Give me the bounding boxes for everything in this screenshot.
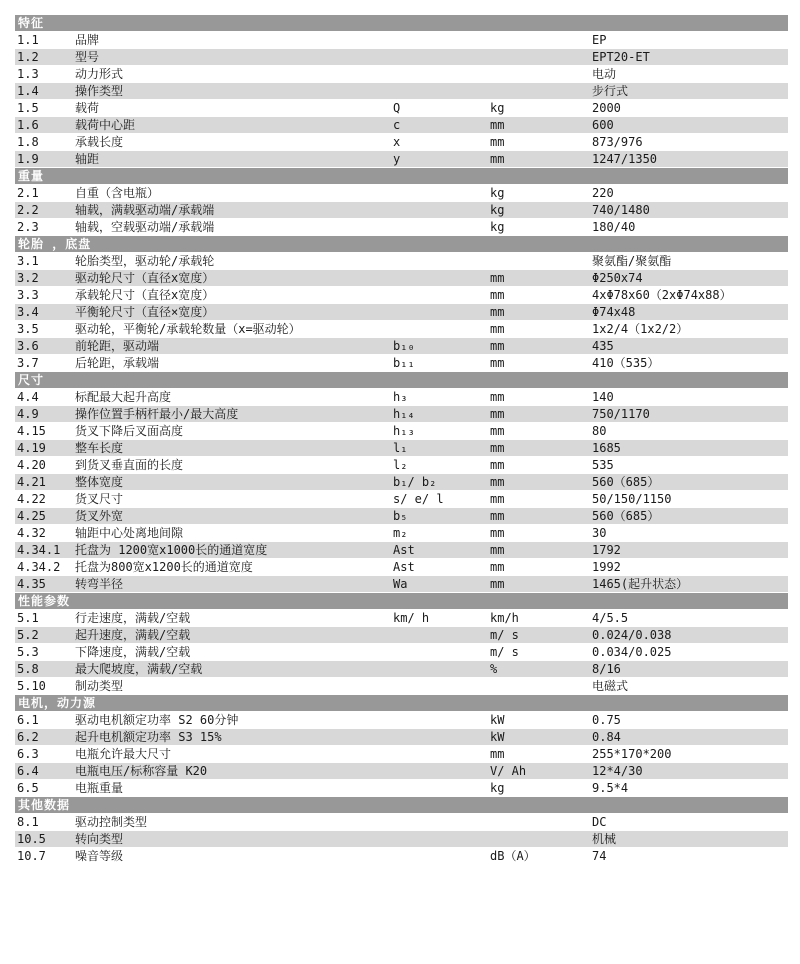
row-num: 10.7 — [17, 849, 46, 863]
row-symbol: l₂ — [393, 458, 408, 472]
row-symbol — [393, 763, 490, 779]
table-row — [15, 627, 788, 644]
table-row — [15, 134, 788, 151]
row-label: 平衡轮尺寸（直径×宽度） — [75, 305, 215, 319]
row-num: 6.3 — [17, 747, 39, 761]
row-unit: kW — [490, 713, 505, 727]
row-num: 1.3 — [17, 67, 39, 81]
row-num: 4.25 — [17, 509, 46, 523]
table-row — [15, 712, 788, 729]
row-label: 电瓶允许最大尺寸 — [75, 747, 172, 761]
table-row — [15, 304, 788, 321]
row-value: Φ74x48 — [592, 305, 636, 319]
row-value: 1465(起升状态） — [592, 577, 689, 591]
row-symbol — [393, 627, 490, 643]
row-value: 255*170*200 — [592, 747, 672, 761]
row-num: 4.9 — [17, 407, 39, 421]
row-value: 1992 — [592, 560, 621, 574]
table-row — [15, 49, 788, 66]
row-label: 轴载，空载驱动端/承载端 — [75, 220, 215, 234]
row-unit: mm — [490, 271, 505, 285]
section-header: 尺寸 — [15, 372, 788, 389]
row-symbol — [393, 83, 490, 99]
row-symbol — [393, 644, 490, 660]
table-row — [15, 542, 788, 559]
row-label: 自重（含电瓶） — [75, 186, 160, 200]
row-unit: mm — [490, 322, 505, 336]
table-row — [15, 355, 788, 372]
row-symbol: x — [393, 135, 401, 149]
table-row — [15, 321, 788, 338]
row-num: 4.22 — [17, 492, 46, 506]
row-unit: mm — [490, 135, 505, 149]
row-value: 1247/1350 — [592, 152, 658, 166]
row-value: 步行式 — [592, 84, 629, 98]
row-value: 1x2/4（1x2/2） — [592, 322, 689, 336]
row-unit: m/ s — [490, 645, 519, 659]
table-row — [15, 423, 788, 440]
row-symbol — [393, 321, 490, 337]
row-value: 电磁式 — [592, 679, 629, 693]
row-symbol — [393, 219, 490, 235]
row-symbol — [393, 831, 490, 847]
row-num: 4.34.1 — [17, 543, 61, 557]
row-symbol: c — [393, 118, 401, 132]
row-value: 0.84 — [592, 730, 621, 744]
row-num: 5.10 — [17, 679, 46, 693]
row-num: 1.6 — [17, 118, 39, 132]
table-row — [15, 474, 788, 491]
row-label: 转向类型 — [75, 832, 124, 846]
row-label: 起升电机额定功率 S3 15% — [75, 730, 222, 744]
row-label: 整车长度 — [75, 441, 124, 455]
row-unit — [490, 678, 592, 694]
row-symbol — [393, 66, 490, 82]
row-label: 整体宽度 — [75, 475, 124, 489]
row-unit: kg — [490, 203, 505, 217]
row-unit: mm — [490, 458, 505, 472]
row-value: 560（685） — [592, 509, 660, 523]
row-value: 140 — [592, 390, 614, 404]
row-value: 50/150/1150 — [592, 492, 672, 506]
row-value: 电动 — [592, 67, 617, 81]
row-symbol: h₁₄ — [393, 407, 415, 421]
row-symbol: b₅ — [393, 509, 408, 523]
row-num: 5.3 — [17, 645, 39, 659]
row-label: 动力形式 — [75, 67, 124, 81]
table-row — [15, 848, 788, 865]
row-num: 3.7 — [17, 356, 39, 370]
table-row — [15, 83, 788, 100]
table-row — [15, 100, 788, 117]
row-label: 轴距中心处离地间隙 — [75, 526, 184, 540]
row-num: 3.4 — [17, 305, 39, 319]
row-unit: kg — [490, 101, 505, 115]
row-value: 4/5.5 — [592, 611, 629, 625]
row-label: 驱动控制类型 — [75, 815, 148, 829]
row-unit: mm — [490, 577, 505, 591]
row-unit: mm — [490, 441, 505, 455]
row-unit: dB（A） — [490, 849, 536, 863]
row-unit — [490, 32, 592, 48]
row-label: 行走速度，满载/空载 — [75, 611, 191, 625]
table-row — [15, 151, 788, 168]
row-symbol — [393, 49, 490, 65]
table-row — [15, 746, 788, 763]
row-unit — [490, 66, 592, 82]
row-label: 货叉下降后叉面高度 — [75, 424, 184, 438]
row-symbol: Wa — [393, 577, 408, 591]
row-symbol — [393, 304, 490, 320]
row-symbol — [393, 287, 490, 303]
row-unit: m/ s — [490, 628, 519, 642]
row-symbol — [393, 729, 490, 745]
row-unit: mm — [490, 152, 505, 166]
row-value: 机械 — [592, 832, 617, 846]
row-value: 4xΦ78x60（2xΦ74x88） — [592, 288, 732, 302]
section-header: 轮胎 ，底盘 — [15, 236, 788, 253]
row-unit — [490, 831, 592, 847]
row-num: 5.8 — [17, 662, 39, 676]
row-symbol — [393, 848, 490, 864]
row-symbol: s/ e/ l — [393, 492, 444, 506]
table-row — [15, 287, 788, 304]
row-unit: mm — [490, 356, 505, 370]
row-symbol — [393, 678, 490, 694]
row-num: 4.4 — [17, 390, 39, 404]
row-symbol: b₁/ b₂ — [393, 475, 437, 489]
table-row — [15, 270, 788, 287]
row-value: 1685 — [592, 441, 621, 455]
row-value: 410（535） — [592, 356, 660, 370]
row-label: 型号 — [75, 50, 100, 64]
row-num: 1.1 — [17, 33, 39, 47]
row-value: 0.024/0.038 — [592, 628, 672, 642]
table-row — [15, 338, 788, 355]
row-unit: % — [490, 662, 498, 676]
row-value: 30 — [592, 526, 607, 540]
row-value: 740/1480 — [592, 203, 650, 217]
table-row — [15, 32, 788, 49]
row-label: 轴距 — [75, 152, 100, 166]
row-num: 1.4 — [17, 84, 39, 98]
row-symbol: Ast — [393, 560, 415, 574]
row-unit: km/h — [490, 611, 519, 625]
table-row — [15, 610, 788, 627]
row-label: 标配最大起升高度 — [75, 390, 172, 404]
table-row — [15, 831, 788, 848]
row-value: 560（685） — [592, 475, 660, 489]
row-label: 前轮距，驱动端 — [75, 339, 160, 353]
row-unit: kg — [490, 781, 505, 795]
row-label: 货叉外宽 — [75, 509, 124, 523]
row-value: 80 — [592, 424, 607, 438]
table-row — [15, 253, 788, 270]
table-row — [15, 644, 788, 661]
row-symbol — [393, 712, 490, 728]
row-num: 5.2 — [17, 628, 39, 642]
row-num: 4.34.2 — [17, 560, 61, 574]
row-label: 最大爬坡度，满载/空载 — [75, 662, 203, 676]
row-value: 535 — [592, 458, 614, 472]
row-symbol — [393, 185, 490, 201]
row-num: 4.20 — [17, 458, 46, 472]
row-symbol — [393, 270, 490, 286]
row-unit: kW — [490, 730, 505, 744]
row-unit: mm — [490, 288, 505, 302]
table-row — [15, 525, 788, 542]
row-value: 1792 — [592, 543, 621, 557]
row-value: 750/1170 — [592, 407, 650, 421]
row-unit — [490, 49, 592, 65]
row-value: DC — [592, 815, 607, 829]
row-num: 10.5 — [17, 832, 46, 846]
row-num: 6.2 — [17, 730, 39, 744]
row-value: 8/16 — [592, 662, 621, 676]
row-num: 3.3 — [17, 288, 39, 302]
table-row — [15, 406, 788, 423]
row-unit: mm — [490, 526, 505, 540]
row-num: 3.1 — [17, 254, 39, 268]
row-label: 起升速度，满载/空载 — [75, 628, 191, 642]
table-row — [15, 202, 788, 219]
row-symbol: h₃ — [393, 390, 408, 404]
row-num: 4.35 — [17, 577, 46, 591]
row-label: 载荷中心距 — [75, 118, 136, 132]
row-label: 后轮距，承载端 — [75, 356, 160, 370]
row-num: 4.32 — [17, 526, 46, 540]
row-unit: mm — [490, 424, 505, 438]
row-label: 托盘为 1200宽x1000长的通道宽度 — [75, 543, 268, 557]
row-unit: mm — [490, 305, 505, 319]
row-label: 操作类型 — [75, 84, 124, 98]
row-symbol — [393, 661, 490, 677]
table-row — [15, 678, 788, 695]
row-symbol: y — [393, 152, 401, 166]
table-row — [15, 389, 788, 406]
row-symbol — [393, 32, 490, 48]
row-unit: kg — [490, 186, 505, 200]
row-value: 600 — [592, 118, 614, 132]
row-num: 4.15 — [17, 424, 46, 438]
row-num: 3.2 — [17, 271, 39, 285]
row-symbol: b₁₁ — [393, 356, 415, 370]
row-value: EPT20-ET — [592, 50, 650, 64]
row-value: EP — [592, 33, 607, 47]
row-unit: mm — [490, 407, 505, 421]
table-row — [15, 559, 788, 576]
row-symbol: l₁ — [393, 441, 408, 455]
row-symbol: km/ h — [393, 611, 430, 625]
row-num: 1.8 — [17, 135, 39, 149]
row-symbol — [393, 202, 490, 218]
row-unit: mm — [490, 543, 505, 557]
row-symbol — [393, 746, 490, 762]
row-label: 托盘为800宽x1200长的通道宽度 — [75, 560, 253, 574]
row-unit: mm — [490, 339, 505, 353]
row-symbol — [393, 780, 490, 796]
row-value: 873/976 — [592, 135, 643, 149]
row-num: 8.1 — [17, 815, 39, 829]
row-symbol — [393, 814, 490, 830]
row-num: 6.4 — [17, 764, 39, 778]
row-unit: mm — [490, 492, 505, 506]
row-num: 4.21 — [17, 475, 46, 489]
row-unit: mm — [490, 747, 505, 761]
row-unit — [490, 253, 592, 269]
row-value: 0.034/0.025 — [592, 645, 672, 659]
row-unit: mm — [490, 118, 505, 132]
row-label: 载荷 — [75, 101, 100, 115]
section-header: 电机，动力源 — [15, 695, 788, 712]
table-row — [15, 780, 788, 797]
row-label: 转弯半径 — [75, 577, 124, 591]
row-unit: V/ Ah — [490, 764, 527, 778]
row-value: 聚氨酯/聚氨酯 — [592, 254, 672, 268]
row-label: 驱动轮尺寸（直径x宽度） — [75, 271, 215, 285]
table-row — [15, 814, 788, 831]
table-row — [15, 661, 788, 678]
table-row — [15, 729, 788, 746]
row-num: 5.1 — [17, 611, 39, 625]
row-num: 2.2 — [17, 203, 39, 217]
row-unit: mm — [490, 509, 505, 523]
row-label: 承载长度 — [75, 135, 124, 149]
section-header: 其他数据 — [15, 797, 788, 814]
row-value: 2000 — [592, 101, 621, 115]
row-unit — [490, 83, 592, 99]
row-symbol: Ast — [393, 543, 415, 557]
row-num: 1.5 — [17, 101, 39, 115]
row-label: 承载轮尺寸（直径x宽度） — [75, 288, 215, 302]
spec-table — [15, 15, 788, 865]
row-label: 轴载，满载驱动端/承载端 — [75, 203, 215, 217]
row-value: 180/40 — [592, 220, 636, 234]
section-header: 特征 — [15, 15, 788, 32]
row-num: 6.1 — [17, 713, 39, 727]
row-label: 操作位置手柄杆最小/最大高度 — [75, 407, 239, 421]
row-unit: mm — [490, 390, 505, 404]
row-unit: kg — [490, 220, 505, 234]
row-symbol — [393, 253, 490, 269]
row-label: 驱动电机额定功率 S2 60分钟 — [75, 713, 239, 727]
row-num: 2.3 — [17, 220, 39, 234]
section-header: 性能参数 — [15, 593, 788, 610]
table-row — [15, 457, 788, 474]
row-value: 220 — [592, 186, 614, 200]
row-value: 9.5*4 — [592, 781, 629, 795]
table-row — [15, 508, 788, 525]
row-symbol: b₁₀ — [393, 339, 415, 353]
row-symbol: Q — [393, 101, 401, 115]
table-row — [15, 185, 788, 202]
row-symbol: m₂ — [393, 526, 408, 540]
row-num: 3.6 — [17, 339, 39, 353]
row-unit: mm — [490, 475, 505, 489]
table-row — [15, 219, 788, 236]
row-unit — [490, 814, 592, 830]
row-num: 1.9 — [17, 152, 39, 166]
row-label: 电瓶电压/标称容量 K20 — [75, 764, 208, 778]
section-header: 重量 — [15, 168, 788, 185]
row-label: 噪音等级 — [75, 849, 124, 863]
row-value: 0.75 — [592, 713, 621, 727]
row-value: Φ250x74 — [592, 271, 643, 285]
table-row — [15, 117, 788, 134]
row-unit: mm — [490, 560, 505, 574]
row-num: 3.5 — [17, 322, 39, 336]
table-row — [15, 576, 788, 593]
row-value: 435 — [592, 339, 614, 353]
row-label: 品牌 — [75, 33, 100, 47]
row-num: 2.1 — [17, 186, 39, 200]
row-label: 到货叉垂直面的长度 — [75, 458, 184, 472]
row-label: 货叉尺寸 — [75, 492, 124, 506]
row-label: 下降速度，满载/空载 — [75, 645, 191, 659]
row-num: 1.2 — [17, 50, 39, 64]
row-label: 制动类型 — [75, 679, 124, 693]
table-row — [15, 763, 788, 780]
row-label: 轮胎类型，驱动轮/承载轮 — [75, 254, 215, 268]
row-value: 12*4/30 — [592, 764, 643, 778]
row-num: 4.19 — [17, 441, 46, 455]
row-label: 驱动轮，平衡轮/承载轮数量（x=驱动轮） — [75, 322, 301, 336]
table-row — [15, 491, 788, 508]
row-symbol: h₁₃ — [393, 424, 415, 438]
table-row — [15, 440, 788, 457]
row-num: 6.5 — [17, 781, 39, 795]
row-label: 电瓶重量 — [75, 781, 124, 795]
row-value: 74 — [592, 849, 607, 863]
table-row — [15, 66, 788, 83]
